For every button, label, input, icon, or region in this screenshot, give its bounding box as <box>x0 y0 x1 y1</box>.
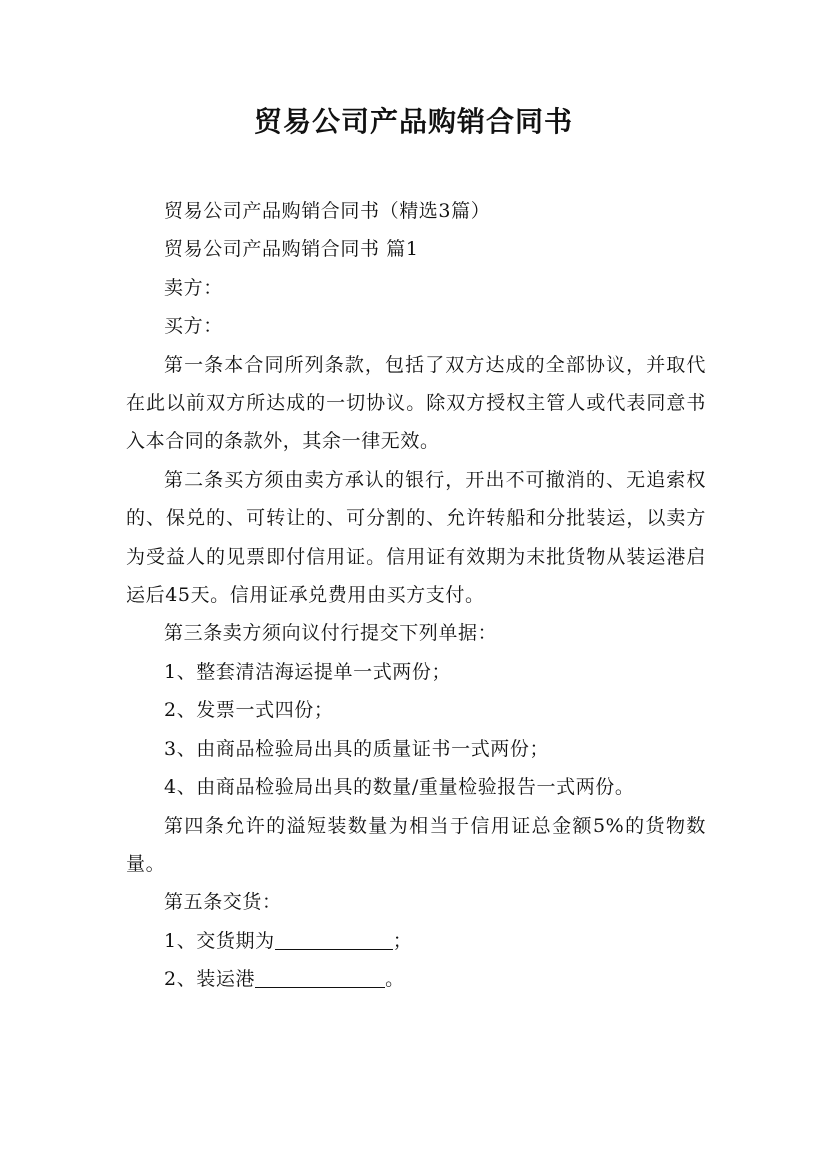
paragraph-subtitle: 贸易公司产品购销合同书（精选3篇） <box>164 200 491 222</box>
paragraph-article-3: 第三条卖方须向议付行提交下列单据： <box>164 622 498 645</box>
loading-port-blank-line <box>255 986 385 988</box>
paragraph-document-item-1: 1、整套清洁海运提单一式两份； <box>164 660 452 683</box>
delivery-period-punct: ； <box>392 929 413 952</box>
paragraph-document-item-2: 2、发票一式四份； <box>164 699 334 722</box>
paragraph-article-4: 第四条允许的溢短装数量为相当于信用证总金额5%的货物数量。 <box>126 814 706 875</box>
paragraph-document-item-4: 4、由商品检验局出具的数量/重量检验报告一式两份。 <box>164 776 635 799</box>
paragraph-document-item-3: 3、由商品检验局出具的质量证书一式两份； <box>164 737 550 760</box>
document-body <box>126 192 706 999</box>
paragraph-article-5: 第五条交货： <box>164 891 282 914</box>
paragraph-loading-port <box>126 960 706 998</box>
paragraph-article-2: 第二条买方须由卖方承认的银行，开出不可撤消的、无追索权的、保兑的、可转让的、可分割的、允许转船和分批装运，以卖方为受益人的见票即付信用证。信用证有效期为末批货物从装运港启运后45天。信用证承兑费用由买方支付。 <box>126 468 706 607</box>
loading-port-label: 2、装运港 <box>164 968 256 991</box>
loading-port-punct: 。 <box>385 968 405 991</box>
paragraph-seller: 卖方： <box>164 276 223 299</box>
paragraph-delivery-period <box>126 922 706 960</box>
delivery-period-label: 1、交货期为 <box>164 929 275 952</box>
delivery-period-blank-line <box>275 948 393 950</box>
document-title: 贸易公司产品购销合同书 <box>253 105 573 138</box>
paragraph-article-1: 第一条本合同所列条款，包括了双方达成的全部协议，并取代在此以前双方所达成的一切协议。除双方授权主管人或代表同意书入本合同的条款外，其余一律无效。 <box>126 353 706 453</box>
paragraph-section-heading: 贸易公司产品购销合同书 篇1 <box>164 238 419 261</box>
paragraph-buyer: 买方： <box>164 315 223 338</box>
